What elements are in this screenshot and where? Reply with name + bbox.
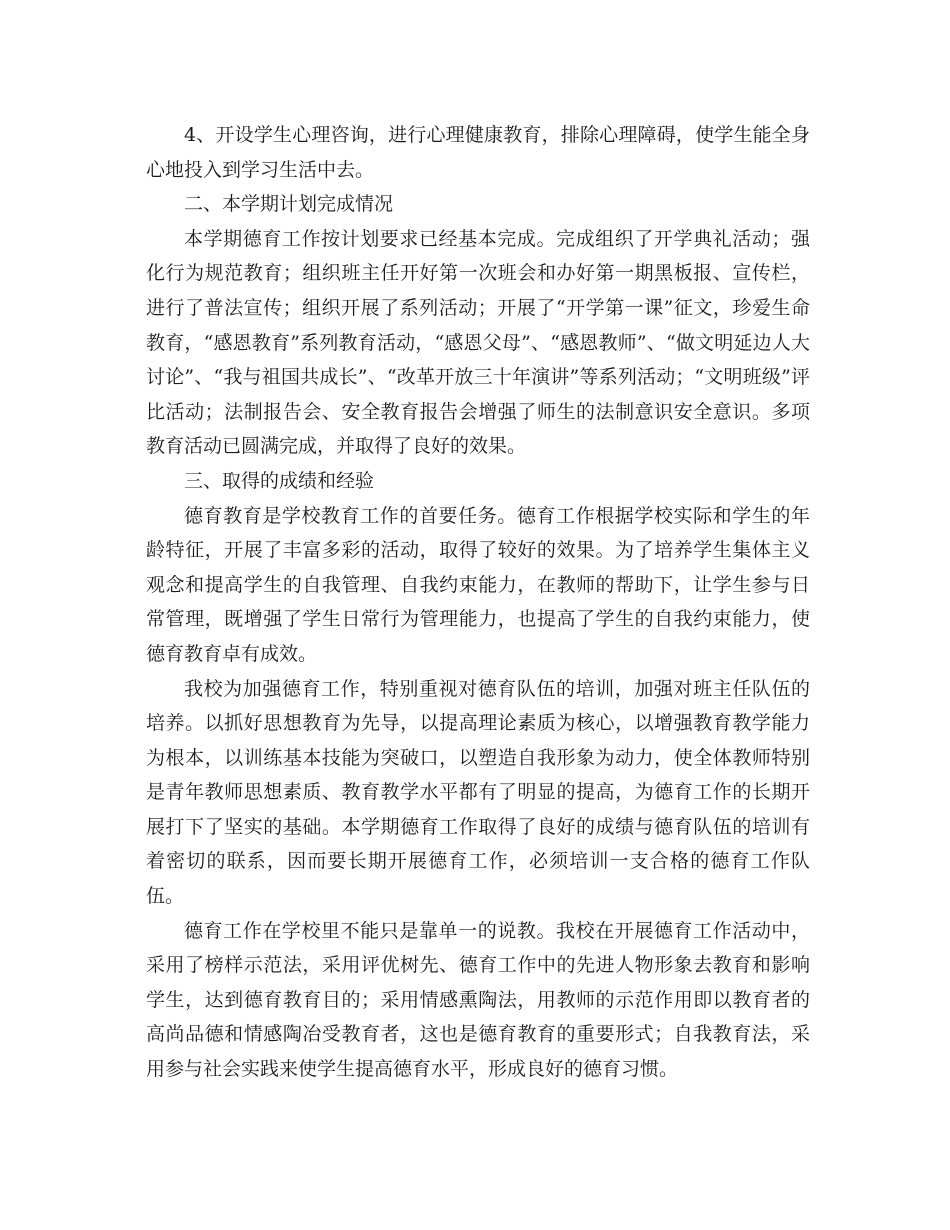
paragraph-moral-education-priority: 德育教育是学校教育工作的首要任务。德育工作根据学校实际和学生的年龄特征，开展了丰富多彩的活动，取得了较好的效果。为了培养学生集体主义观念和提高学生的自我管理、自我约束能力，在教师的帮助下，让学生参与日常管理，既增强了学生日常行为管理能力，也提高了学生的自我约束能力，使德育教育卓有成效。 (146, 504, 810, 665)
paragraph-item-4: 4、开设学生心理咨询，进行心理健康教育，排除心理障碍，使学生能全身心地投入到学习生活中去。 (146, 124, 810, 181)
paragraph-teacher-training: 我校为加强德育工作，特别重视对德育队伍的培训，加强对班主任队伍的培养。以抓好思想教育为先导，以提高理论素质为核心，以增强教育教学能力为根本，以训练基本技能为突破口，以塑造自我形象为动力，使全体教师特别是青年教师思想素质、教育教学水平都有了明显的提高，为德育工作的长期开展打下了坚实的基础。本学期德育工作取得了良好的成绩与德育队伍的培训有着密切的联系，因而要长期开展德育工作，必须培训一支合格的德育工作队伍。 (146, 677, 810, 908)
paragraph-education-methods: 德育工作在学校里不能只是靠单一的说教。我校在开展德育工作活动中，采用了榜样示范法，采用评优树先、德育工作中的先进人物形象去教育和影响学生，达到德育教育目的；采用情感熏陶法，用教师的示范作用即以教育者的高尚品德和情感陶冶受教育者，这也是德育教育的重要形式；自我教育法，采用参与社会实践来使学生提高德育水平，形成良好的德育习惯。 (146, 919, 810, 1081)
document-body (146, 118, 810, 1087)
section-heading-achievements: 三、取得的成绩和经验 (184, 469, 375, 492)
paragraph-plan-completion: 本学期德育工作按计划要求已经基本完成。完成组织了开学典礼活动；强化行为规范教育；组织班主任开好第一次班会和办好第一期黑板报、宣传栏，进行了普法宣传；组织开展了系列活动；开展了“开学第一课”征文，珍爱生命教育，“感恩教育”系列教育活动，“感恩父母”、“感恩教师”、“做文明延边人大讨论”、“我与祖国共成长”、“改革开放三十年演讲”等系列活动；“文明班级”评比活动；法制报告会、安全教育报告会增强了师生的法制意识安全意识。多项教育活动已圆满完成，并取得了良好的效果。 (146, 227, 810, 458)
section-heading-plan-completion: 二、本学期计划完成情况 (184, 193, 394, 216)
